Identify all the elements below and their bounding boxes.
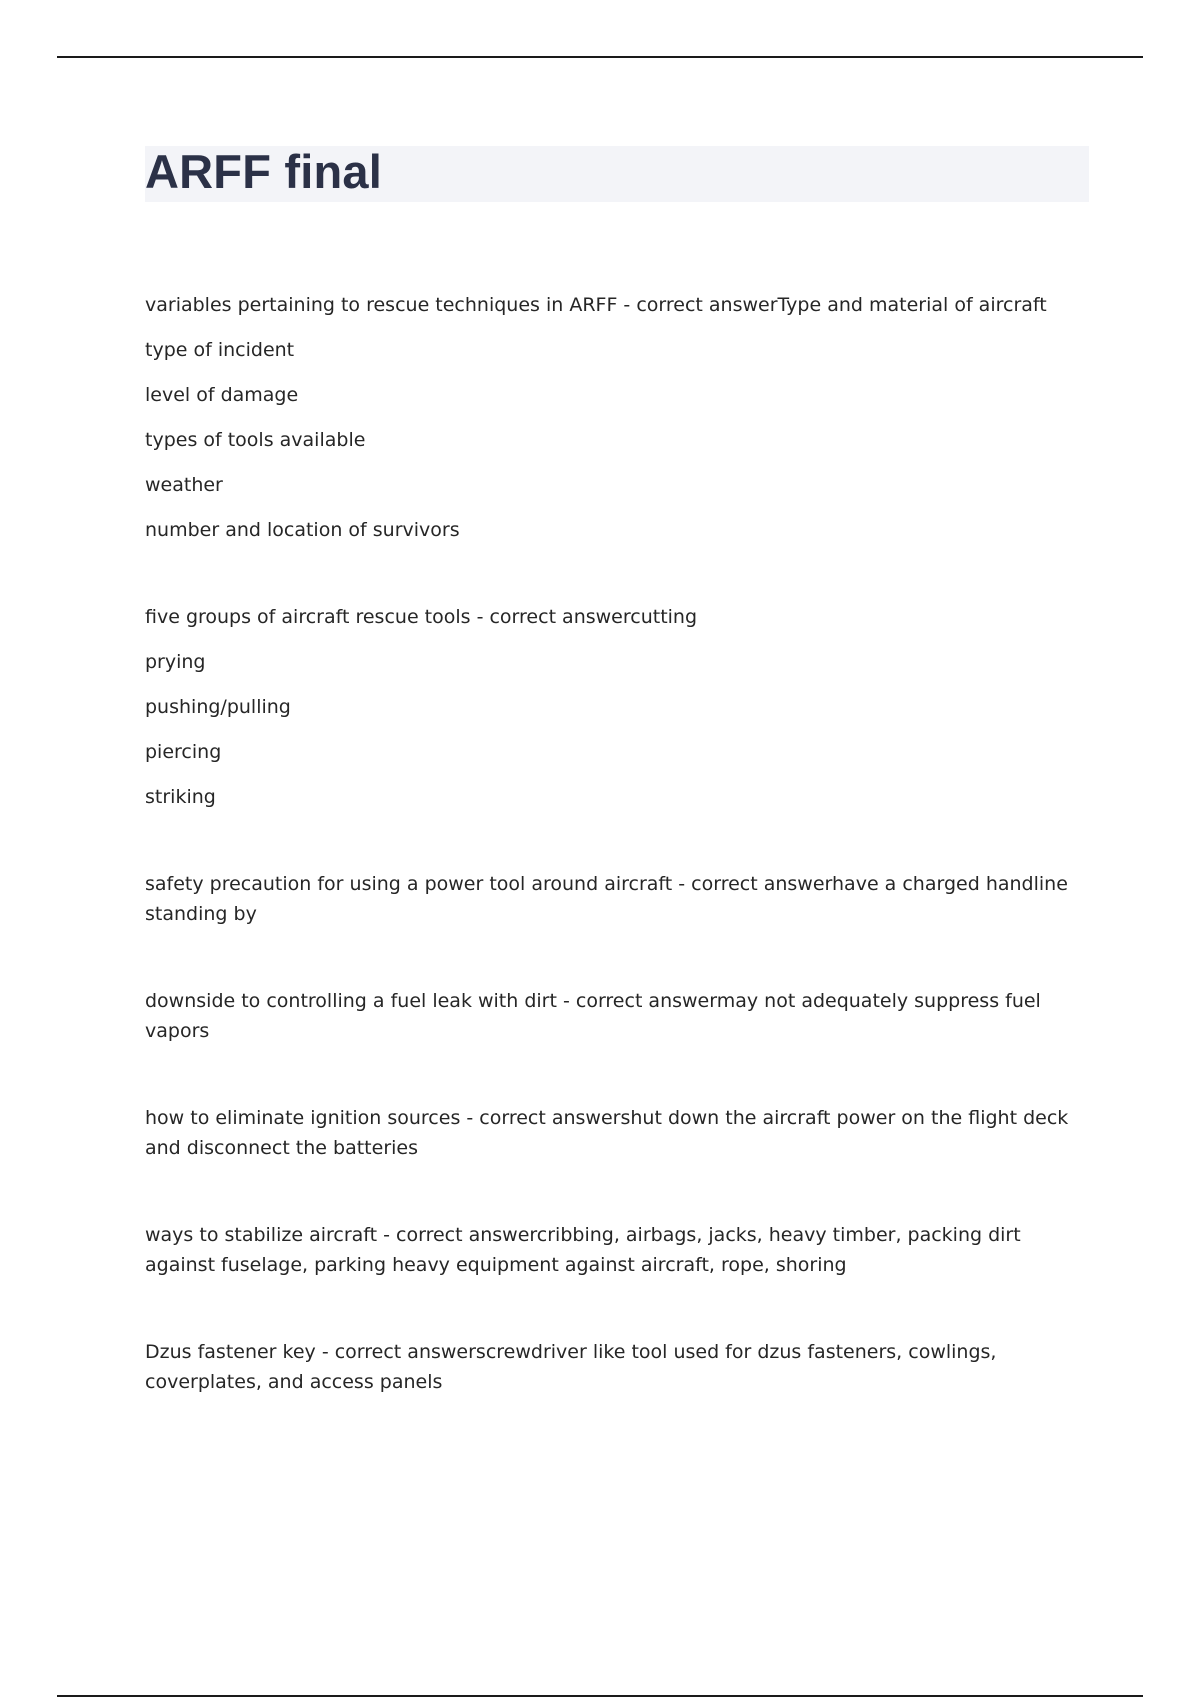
flashcard-question-answer: five groups of aircraft rescue tools - correct answercutting [145, 606, 698, 628]
answer-item: type of incident [145, 339, 295, 361]
answer-item: number and location of survivors [145, 519, 460, 541]
flashcard [145, 986, 1075, 1046]
answer-item: pushing/pulling [145, 696, 291, 718]
answer-item: prying [145, 651, 206, 673]
top-divider [57, 56, 1143, 58]
answer-item: types of tools available [145, 429, 366, 451]
flashcard-list [145, 290, 1075, 1454]
flashcard-question-answer: how to eliminate ignition sources - correct answershut down the aircraft power on the flight deck and disconnect the batteries [145, 1107, 1069, 1159]
answer-item: level of damage [145, 384, 299, 406]
flashcard [145, 290, 1075, 545]
flashcard [145, 602, 1075, 812]
flashcard-question-answer: downside to controlling a fuel leak with dirt - correct answermay not adequately suppress fuel vapors [145, 990, 1041, 1042]
answer-item: striking [145, 786, 216, 808]
flashcard [145, 869, 1075, 929]
flashcard-question-answer: Dzus fastener key - correct answerscrewdriver like tool used for dzus fasteners, cowlings, coverplates, and access panels [145, 1341, 997, 1393]
bottom-divider [57, 1695, 1143, 1697]
answer-item: weather [145, 474, 223, 496]
document-title: ARFF final [145, 145, 382, 198]
flashcard-question-answer: variables pertaining to rescue techniques in ARFF - correct answerType and material of aircraft [145, 294, 1047, 316]
flashcard [145, 1103, 1075, 1163]
flashcard [145, 1337, 1075, 1397]
flashcard [145, 1220, 1075, 1280]
answer-item: piercing [145, 741, 222, 763]
flashcard-question-answer: safety precaution for using a power tool around aircraft - correct answerhave a charged handline standing by [145, 873, 1068, 925]
flashcard-question-answer: ways to stabilize aircraft - correct answercribbing, airbags, jacks, heavy timber, packing dirt against fuselage, parking heavy equipment against aircraft, rope, shoring [145, 1224, 1021, 1276]
